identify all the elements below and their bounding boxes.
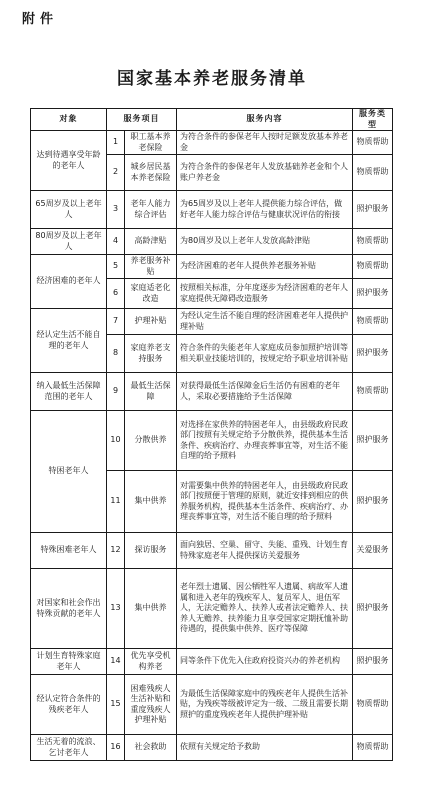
service-type: 物质帮助: [353, 155, 393, 191]
row-number: 2: [107, 155, 125, 191]
row-number: 8: [107, 335, 125, 373]
row-number: 12: [107, 533, 125, 569]
service-item: 最低生活保障: [125, 373, 177, 411]
service-item: 社会救助: [125, 735, 177, 761]
target-group-cell: 经济困难的老年人: [31, 255, 107, 309]
row-number: 3: [107, 191, 125, 229]
service-item: 养老服务补贴: [125, 255, 177, 279]
table-row: [31, 675, 393, 735]
service-content: 为65周岁及以上老年人提供能力综合评估，做好老年人能力综合评估与健康状况评估的衔接: [177, 191, 353, 229]
service-content: 同等条件下优先入住政府投资兴办的养老机构: [177, 649, 353, 675]
service-content: 对获得最低生活保障金后生活仍有困难的老年人，采取必要措施给予生活保障: [177, 373, 353, 411]
table-row: [31, 411, 393, 471]
table-row: [31, 735, 393, 761]
service-item: 探访服务: [125, 533, 177, 569]
service-type: 物质帮助: [353, 131, 393, 155]
service-type: 关爱服务: [353, 533, 393, 569]
target-group-cell: 80周岁及以上老年人: [31, 229, 107, 255]
service-type: 照护服务: [353, 569, 393, 649]
row-number: 11: [107, 471, 125, 533]
service-item: 家庭养老支持服务: [125, 335, 177, 373]
table-row: [31, 569, 393, 649]
service-item: 家庭适老化改造: [125, 279, 177, 309]
table-row: [31, 373, 393, 411]
row-number: 4: [107, 229, 125, 255]
table-row: [31, 533, 393, 569]
service-list-table: [30, 108, 393, 761]
service-content: 为最低生活保障家庭中的残疾老年人提供生活补贴，为残疾等级被评定为一级、二级且需要长期照护的重度残疾老年人提供护理补贴: [177, 675, 353, 735]
service-item: 城乡居民基本养老保险: [125, 155, 177, 191]
service-content: 按照相关标准，分年度逐步为经济困难的老年人家庭提供无障碍改造服务: [177, 279, 353, 309]
row-number: 7: [107, 309, 125, 335]
target-group-cell: 生活无着的流浪、乞讨老年人: [31, 735, 107, 761]
service-type: 物质帮助: [353, 675, 393, 735]
service-type: 物质帮助: [353, 229, 393, 255]
service-content: 依照有关规定给予救助: [177, 735, 353, 761]
table-row: [31, 131, 393, 155]
service-content: 为经济困难的老年人提供养老服务补贴: [177, 255, 353, 279]
service-content: 对选择在家供养的特困老年人，由县级政府民政部门按照有关规定给予分散供养，提供基本生活条件、疾病治疗、办理丧葬事宜等，对生活不能自理的给予照料: [177, 411, 353, 471]
service-type: 照护服务: [353, 335, 393, 373]
service-content: 符合条件的失能老年人家庭成员参加照护培训等相关职业技能培训的，按规定给予职业培训补贴: [177, 335, 353, 373]
service-item: 老年人能力综合评估: [125, 191, 177, 229]
row-number: 5: [107, 255, 125, 279]
service-item: 集中供养: [125, 569, 177, 649]
row-number: 1: [107, 131, 125, 155]
column-header-object: 对象: [31, 109, 107, 131]
target-group-cell: 经认定生活不能自理的老年人: [31, 309, 107, 373]
service-item: 困难残疾人生活补贴和重度残疾人护理补贴: [125, 675, 177, 735]
row-number: 10: [107, 411, 125, 471]
target-group-cell: 纳入最低生活保障范围的老年人: [31, 373, 107, 411]
service-content: 为符合条件的参保老年人按时足额发放基本养老金: [177, 131, 353, 155]
service-item: 高龄津贴: [125, 229, 177, 255]
target-group-cell: 特困老年人: [31, 411, 107, 533]
target-group-cell: 经认定符合条件的残疾老年人: [31, 675, 107, 735]
service-type: 物质帮助: [353, 735, 393, 761]
target-group-cell: 特殊困难老年人: [31, 533, 107, 569]
service-type: 照护服务: [353, 279, 393, 309]
service-content: 老年烈士遗属、因公牺牲军人遗属、病故军人遗属和进入老年的残疾军人、复员军人、退伍军人，无法定赡养人、扶养人或者法定赡养人、扶养人无赡养、扶养能力且享受国家定期抚恤补助待遇的，提供集中供养、医疗等保障: [177, 569, 353, 649]
service-content: 对需要集中供养的特困老年人，由县级政府民政部门按照便于管理的原则，就近安排到相应的供养服务机构，提供基本生活条件、疾病治疗、办理丧葬事宜等，对生活不能自理的给予照料: [177, 471, 353, 533]
service-item: 分散供养: [125, 411, 177, 471]
appendix-label: 附件: [22, 12, 59, 27]
service-type: 照护服务: [353, 649, 393, 675]
service-item: 集中供养: [125, 471, 177, 533]
row-number: 15: [107, 675, 125, 735]
service-item: 护理补贴: [125, 309, 177, 335]
table-row: [31, 229, 393, 255]
row-number: 6: [107, 279, 125, 309]
row-number: 16: [107, 735, 125, 761]
page-title: 国家基本养老服务清单: [117, 69, 307, 89]
target-group-cell: 计划生育特殊家庭老年人: [31, 649, 107, 675]
service-type: 物质帮助: [353, 309, 393, 335]
service-type: 照护服务: [353, 411, 393, 471]
target-group-cell: 对国家和社会作出特殊贡献的老年人: [31, 569, 107, 649]
row-number: 14: [107, 649, 125, 675]
column-header-service-item: 服务项目: [107, 109, 177, 131]
service-item: 优先享受机构养老: [125, 649, 177, 675]
table-row: [31, 649, 393, 675]
row-number: 9: [107, 373, 125, 411]
service-content: 为符合条件的参保老年人发放基础养老金和个人账户养老金: [177, 155, 353, 191]
service-item: 职工基本养老保险: [125, 131, 177, 155]
service-type: 物质帮助: [353, 373, 393, 411]
service-type: 照护服务: [353, 191, 393, 229]
service-content: 为经认定生活不能自理的经济困难老年人提供护理补贴: [177, 309, 353, 335]
table-header-row: [31, 109, 393, 131]
column-header-service-content: 服务内容: [177, 109, 353, 131]
column-header-service-type: 服务类型: [353, 109, 393, 131]
row-number: 13: [107, 569, 125, 649]
table-row: [31, 255, 393, 279]
target-group-cell: 65周岁及以上老年人: [31, 191, 107, 229]
service-content: 为80周岁及以上老年人发放高龄津贴: [177, 229, 353, 255]
table-row: [31, 191, 393, 229]
target-group-cell: 达到待遇享受年龄的老年人: [31, 131, 107, 191]
table-row: [31, 309, 393, 335]
service-content: 面向独居、空巢、留守、失能、重残、计划生育特殊家庭老年人提供探访关爱服务: [177, 533, 353, 569]
service-type: 物质帮助: [353, 255, 393, 279]
service-type: 照护服务: [353, 471, 393, 533]
